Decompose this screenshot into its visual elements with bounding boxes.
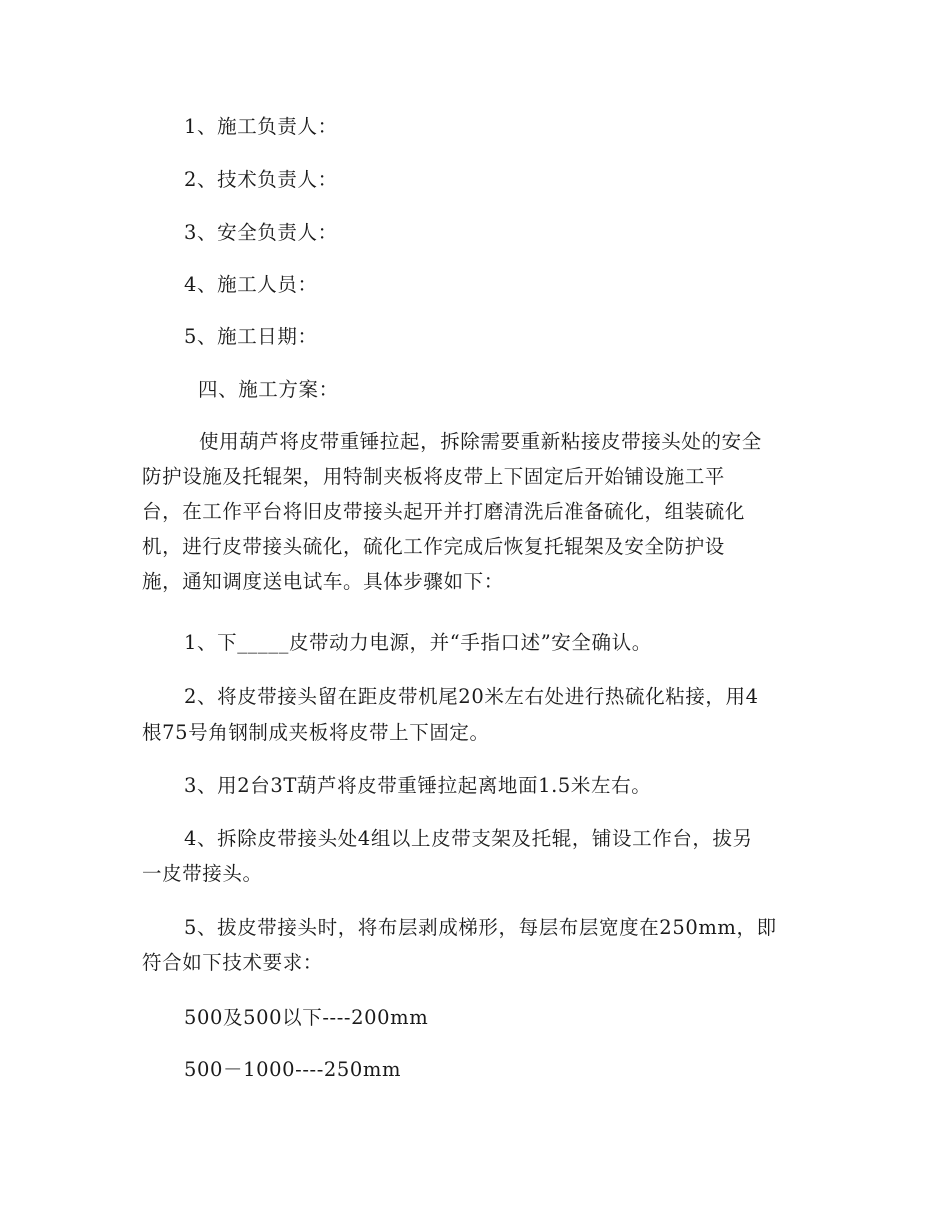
requirement-item: 500及500以下----200mm [184, 1006, 429, 1029]
personnel-item: 1、施工负责人： [184, 115, 338, 138]
step-item: 3、用2台3T葫芦将皮带重锤拉起离地面1.5米左右。 [184, 774, 652, 797]
personnel-item: 4、施工人员： [184, 273, 318, 296]
paragraph-line: 施，通知调度送电试车。具体步骤如下： [142, 570, 504, 593]
step-line: 符合如下技术要求： [142, 951, 323, 974]
paragraph-line: 防护设施及托辊架，用特制夹板将皮带上下固定后开始铺设施工平 [142, 465, 725, 488]
requirement-item: 500－1000----250mm [184, 1058, 402, 1081]
step-line: 2、将皮带接头留在距皮带机尾20米左右处进行热硫化粘接，用4 [184, 685, 759, 708]
paragraph-line: 台，在工作平台将旧皮带接头起开并打磨清洗后准备硫化，组装硫化 [142, 500, 746, 523]
personnel-item: 2、技术负责人： [184, 168, 338, 191]
section-heading: 四、施工方案： [198, 378, 339, 401]
step-line: 4、拆除皮带接头处4组以上皮带支架及托辊，铺设工作台，拔另 [184, 827, 753, 850]
paragraph-line: 使用葫芦将皮带重锤拉起，拆除需要重新粘接皮带接头处的安全 [199, 430, 762, 453]
paragraph-line: 机，进行皮带接头硫化，硫化工作完成后恢复托辊架及安全防护设 [142, 535, 725, 558]
step-line: 5、拔皮带接头时，将布层剥成梯形，每层布层宽度在250mm，即 [184, 916, 777, 939]
personnel-item: 5、施工日期： [184, 325, 318, 348]
step-item: 1、下_____皮带动力电源，并“手指口述”安全确认。 [184, 631, 652, 654]
step-line: 一皮带接头。 [142, 862, 263, 885]
step-line: 根75号角钢制成夹板将皮带上下固定。 [142, 721, 490, 744]
personnel-item: 3、安全负责人： [184, 221, 338, 244]
